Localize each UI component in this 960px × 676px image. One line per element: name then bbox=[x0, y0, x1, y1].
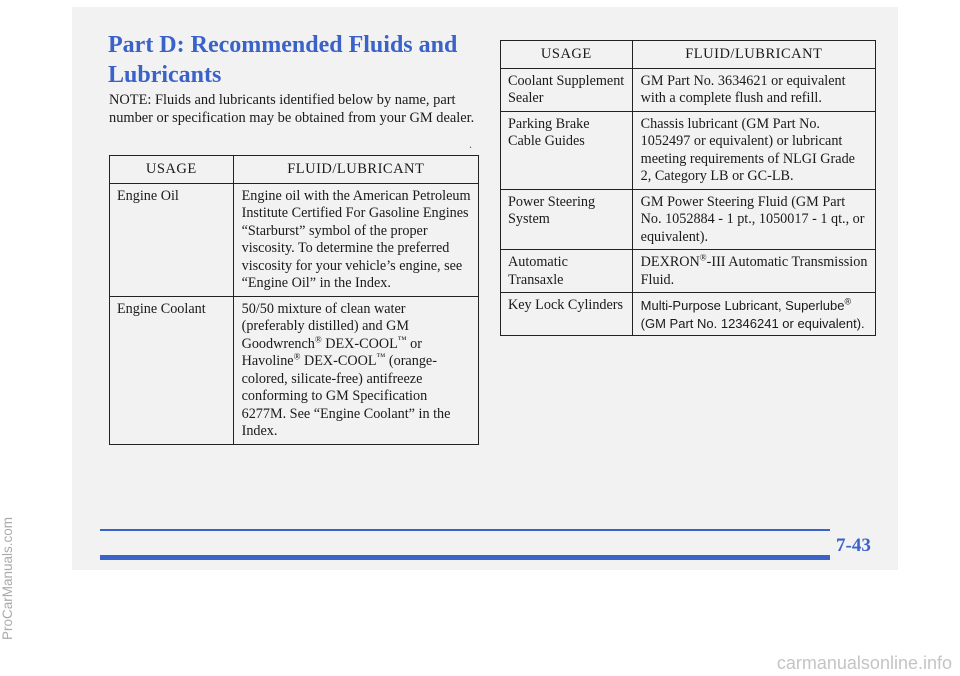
fluid-cell: GM Power Steering Fluid (GM Part No. 1052884 - 1 pt., 1050017 - 1 qt., or equivalent). bbox=[632, 189, 875, 250]
note-paragraph: NOTE: Fluids and lubricants identified below by name, part number or specification may be obtained from your GM dealer. bbox=[109, 92, 475, 126]
fluid-cell bbox=[632, 250, 875, 293]
fluid-cell bbox=[632, 293, 875, 336]
table-row bbox=[501, 68, 876, 111]
table-row bbox=[110, 183, 479, 296]
section-title: Part D: Recommended Fluids and Lubricants bbox=[108, 32, 458, 88]
usage-cell: Coolant Supplement Sealer bbox=[501, 68, 633, 111]
fluid-text: -III Automatic Transmission Fluid. bbox=[640, 254, 868, 288]
fluid-text: DEXRON bbox=[640, 254, 700, 270]
table-row bbox=[501, 111, 876, 189]
fluid-cell bbox=[233, 296, 478, 444]
trademark-mark: ™ bbox=[376, 351, 386, 362]
usage-cell: Power Steering System bbox=[501, 189, 633, 250]
trademark-mark: ™ bbox=[397, 333, 407, 344]
registered-mark: ® bbox=[293, 351, 301, 362]
fluid-text: 50/50 mixture of clean water (preferably distilled) and GM Goodwrench bbox=[241, 300, 410, 352]
stray-dot: . bbox=[469, 137, 472, 151]
fluids-table-left bbox=[109, 155, 479, 445]
fluid-cell: GM Part No. 3634621 or equivalent with a complete flush and refill. bbox=[632, 68, 875, 111]
site-footer bbox=[0, 651, 960, 676]
registered-mark: ® bbox=[699, 252, 707, 263]
table-row bbox=[501, 293, 876, 336]
page-number: 7-43 bbox=[836, 535, 871, 556]
fluid-text: DEX-COOL bbox=[300, 353, 377, 369]
fluid-text: (GM Part No. 12346241 or equivalent). bbox=[640, 315, 865, 331]
fluid-cell: Engine oil with the American Petroleum Institute Certified For Gasoline Engines “Starburst” symbol of the proper viscosity. To determine the preferred viscosity for your vehicle’s engine, see “Engine Oil” in the Index. bbox=[233, 183, 478, 296]
fluid-cell: Chassis lubricant (GM Part No. 1052497 or equivalent) or lubricant meeting requirements of NLGI Grade 2, Category LB or GC-LB. bbox=[632, 111, 875, 189]
registered-mark: ® bbox=[844, 296, 852, 307]
fluid-text: or Havoline bbox=[241, 335, 422, 369]
usage-cell: Automatic Transaxle bbox=[501, 250, 633, 293]
usage-cell: Engine Oil bbox=[110, 183, 234, 296]
usage-cell: Parking Brake Cable Guides bbox=[501, 111, 633, 189]
header-usage: USAGE bbox=[110, 156, 234, 184]
usage-cell: Key Lock Cylinders bbox=[501, 293, 633, 336]
footer-site-text: carmanualsonline.info bbox=[776, 653, 952, 673]
header-fluid-lubricant: FLUID/LUBRICANT bbox=[632, 41, 875, 69]
footer-rule-thick bbox=[100, 555, 830, 560]
header-fluid-lubricant: FLUID/LUBRICANT bbox=[233, 156, 478, 184]
fluid-text: Multi-Purpose Lubricant, Superlube bbox=[640, 298, 845, 313]
fluid-text: DEX-COOL bbox=[321, 335, 398, 352]
table-row bbox=[110, 296, 479, 444]
usage-cell: Engine Coolant bbox=[110, 296, 234, 444]
table-row bbox=[501, 250, 876, 293]
fluids-table-right bbox=[500, 40, 876, 336]
fluid-text: (orange-colored, silicate-free) antifreeze conforming to GM Specification 6277M. See “Engine Coolant” in the Index. bbox=[241, 353, 451, 439]
footer-rule-thin bbox=[100, 529, 830, 531]
table-row bbox=[501, 189, 876, 250]
registered-mark: ® bbox=[314, 333, 322, 344]
header-usage: USAGE bbox=[501, 41, 633, 69]
